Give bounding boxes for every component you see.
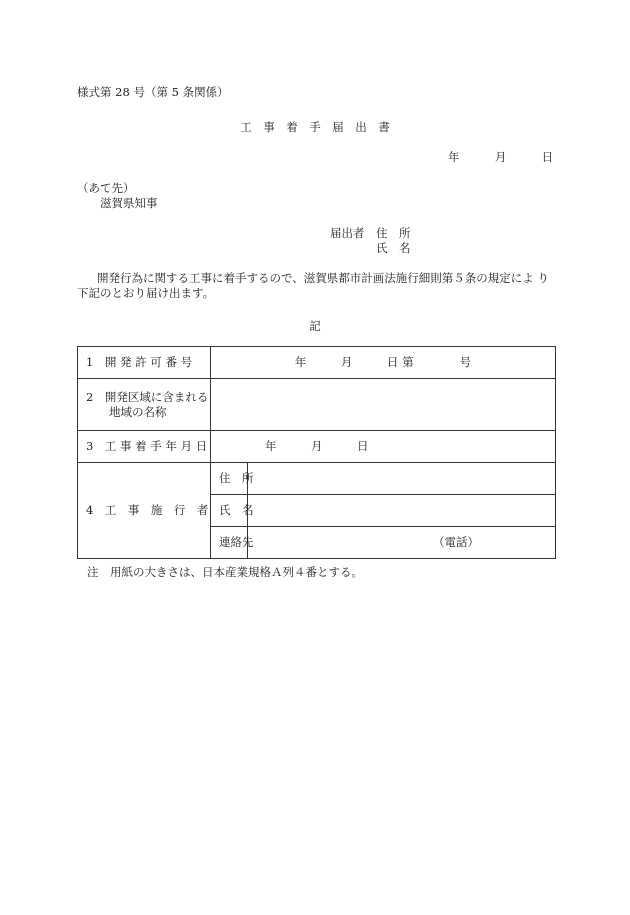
- contractor-address-field[interactable]: [248, 463, 556, 495]
- paper-size-note: 注 用紙の大きさは、日本産業規格Ａ列４番とする。: [87, 565, 363, 579]
- submitter-name-label: 氏 名: [376, 241, 411, 255]
- contractor-address-label: 住 所: [211, 463, 248, 495]
- form-number: 様式第 28 号（第 5 条関係）: [77, 85, 229, 99]
- form-table: [77, 346, 556, 559]
- contractor-name-field[interactable]: [248, 495, 556, 527]
- addressee-label: （あて先）: [77, 181, 135, 195]
- area-name-label: [78, 379, 211, 431]
- document-title: 工 事 着 手 届 出 書: [240, 120, 390, 134]
- record-mark: 記: [309, 319, 321, 333]
- start-date-label: 3 工 事 着 手 年 月 日: [78, 431, 211, 463]
- contractor-phone-field[interactable]: （電話）: [248, 527, 556, 559]
- area-name-label-line1: 2 開発区域に含まれる: [86, 389, 209, 404]
- permit-number-label: 1 開 発 許 可 番 号: [78, 347, 211, 379]
- date-month: 月: [494, 150, 507, 164]
- permit-number-field[interactable]: 年 月 日 第 号: [211, 347, 556, 379]
- table-row: [78, 463, 556, 495]
- contractor-label: 4 工 事 施 行 者: [78, 463, 211, 559]
- area-name-label-line2: 地域の名称: [86, 404, 167, 419]
- submitter-block: [330, 226, 411, 256]
- body-text: 開発行為に関する工事に着手するので、滋賀県都市計画法施行細則第５条の規定によ り下記のとおり届け出ます。: [77, 271, 549, 300]
- area-name-field[interactable]: [211, 379, 556, 431]
- date-line: [448, 150, 553, 164]
- date-year: 年: [448, 150, 460, 164]
- date-day: 日: [541, 150, 554, 164]
- submitter-address-label: 届出者 住 所: [330, 226, 411, 240]
- table-row: [78, 379, 556, 431]
- contractor-name-label: 氏 名: [211, 495, 248, 527]
- addressee-name: 滋賀県知事: [100, 196, 158, 210]
- contractor-contact-label: 連絡先: [211, 527, 248, 559]
- table-row: [78, 431, 556, 463]
- start-date-field[interactable]: 年 月 日: [211, 431, 556, 463]
- table-row: [78, 347, 556, 379]
